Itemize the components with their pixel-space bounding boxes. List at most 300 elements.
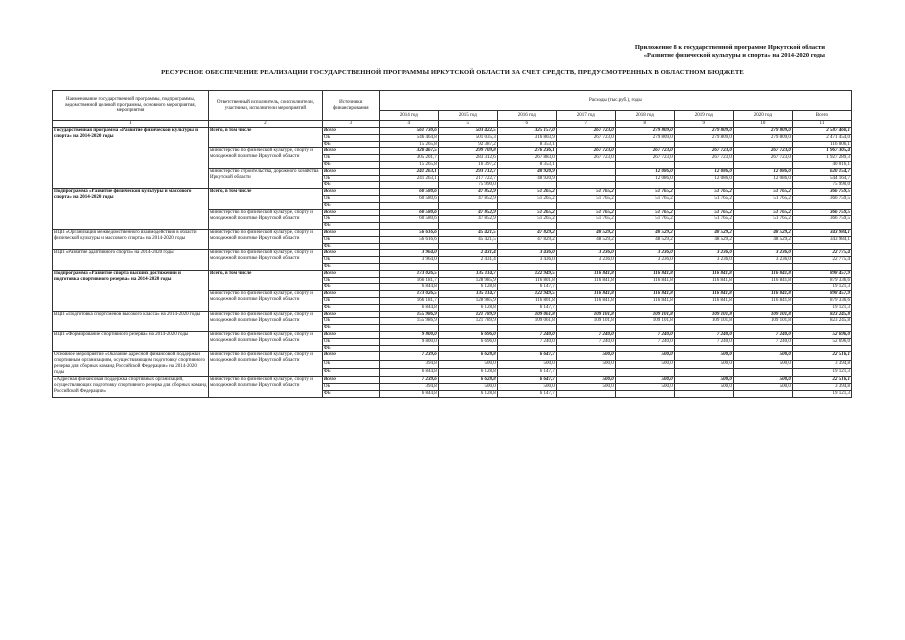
- expense-value: [438, 345, 497, 352]
- expense-value: 546 464,8: [379, 134, 438, 141]
- expense-value: [615, 223, 674, 230]
- expense-value: [733, 390, 792, 397]
- expense-value: 19 121,3: [792, 304, 851, 311]
- expense-value: 3 436,0: [497, 257, 556, 264]
- expense-value: 500,0: [674, 377, 733, 384]
- expense-value: 16 397,2: [438, 161, 497, 168]
- expense-value: 155 986,9: [379, 318, 438, 325]
- expense-value: 544 164,7: [792, 175, 851, 182]
- responsible-executor: Всего, в том числе: [208, 128, 322, 148]
- funding-source: ОБ: [322, 155, 379, 162]
- expense-value: 276 236,1: [497, 148, 556, 155]
- expense-value: 116 841,8: [733, 270, 792, 277]
- expense-value: [438, 263, 497, 270]
- expense-value: 3 394,8: [792, 384, 851, 391]
- expense-value: [792, 223, 851, 230]
- funding-source: Всего: [322, 331, 379, 338]
- expense-value: [674, 284, 733, 291]
- funding-source: ОБ: [322, 257, 379, 264]
- expense-value: 166 181,7: [379, 297, 438, 304]
- expense-value: 109 101,8: [674, 318, 733, 325]
- program-name: ВЦП «Развитие адаптивного спорта» на 2014-2020 годы: [53, 250, 209, 270]
- expense-value: [733, 345, 792, 352]
- expense-value: [556, 223, 615, 230]
- expense-value: 116 841,8: [615, 297, 674, 304]
- expense-value: 122 949,5: [497, 291, 556, 298]
- funding-source: ОБ: [322, 338, 379, 345]
- expense-value: 3 436,0: [497, 250, 556, 257]
- expense-value: 500,0: [733, 352, 792, 360]
- expense-value: 51 765,2: [733, 209, 792, 216]
- expense-value: [556, 304, 615, 311]
- expense-value: [733, 141, 792, 148]
- expense-value: 1 927 289,3: [792, 155, 851, 162]
- expense-value: 343 984,1: [792, 229, 851, 236]
- header-col-number: 8: [615, 121, 674, 128]
- expense-value: 56 616,6: [379, 236, 438, 243]
- expense-value: 51 765,2: [674, 189, 733, 196]
- expense-value: 8 353,1: [497, 141, 556, 148]
- expense-value: 267 723,0: [733, 155, 792, 162]
- expense-value: 500,0: [497, 384, 556, 391]
- expense-value: [438, 223, 497, 230]
- expense-value: 56 616,6: [379, 229, 438, 236]
- expense-value: [733, 182, 792, 189]
- header-year: 2020 год: [733, 111, 792, 121]
- expense-value: 51 765,2: [674, 195, 733, 202]
- responsible-executor: министерство по физической культуре, спорту и молодежной политике Иркутской области: [208, 291, 322, 311]
- expense-value: 7 240,0: [497, 331, 556, 338]
- expense-value: 6 696,0: [438, 331, 497, 338]
- expense-value: 500,0: [615, 352, 674, 360]
- expense-value: 9 800,0: [379, 338, 438, 345]
- expense-value: 500,0: [615, 377, 674, 384]
- expense-value: 116 841,8: [615, 291, 674, 298]
- expense-value: 116 841,8: [556, 291, 615, 298]
- expense-value: 823 245,8: [792, 318, 851, 325]
- header-col-number: 11: [792, 121, 851, 128]
- appendix-line-2: «Развитие физической культуры и спорта» на 2014-2020 годы: [643, 52, 825, 59]
- expense-value: 48 920,9: [497, 168, 556, 175]
- header-year: 2016 год: [497, 111, 556, 121]
- expense-value: 51 765,2: [556, 216, 615, 223]
- expense-value: 898 457,9: [792, 270, 851, 277]
- expense-value: 6 147,7: [497, 304, 556, 311]
- expense-value: [615, 161, 674, 168]
- expense-value: 135 114,7: [438, 291, 497, 298]
- expense-value: 217 722,7: [438, 175, 497, 182]
- expense-value: 48 920,9: [497, 175, 556, 182]
- expense-value: 116 841,8: [674, 277, 733, 284]
- expense-value: 121 789,9: [438, 318, 497, 325]
- expense-value: 3 236,0: [615, 250, 674, 257]
- expense-value: 116 841,8: [615, 277, 674, 284]
- expense-value: [556, 390, 615, 397]
- funding-source: Всего: [322, 250, 379, 257]
- expense-value: 500,0: [615, 360, 674, 368]
- expense-value: 500,0: [674, 384, 733, 391]
- expense-value: 2 471 454,0: [792, 134, 851, 141]
- expense-value: 241 263,1: [379, 168, 438, 175]
- table-row: [53, 189, 852, 196]
- expense-value: 109 101,8: [556, 318, 615, 325]
- expense-value: 279 809,0: [674, 134, 733, 141]
- expense-value: [615, 390, 674, 397]
- expense-value: 116 841,8: [615, 270, 674, 277]
- expense-value: 51 765,2: [674, 209, 733, 216]
- expense-value: [497, 182, 556, 189]
- expense-value: 60 580,6: [379, 209, 438, 216]
- expense-value: 51 265,2: [497, 209, 556, 216]
- expense-value: 116 841,8: [556, 270, 615, 277]
- expense-value: 60 580,6: [379, 189, 438, 196]
- expense-value: 500,0: [733, 384, 792, 391]
- header-year: Всего: [792, 111, 851, 121]
- expense-value: 343 984,1: [792, 236, 851, 243]
- expense-value: [615, 263, 674, 270]
- expense-value: 8 353,1: [497, 161, 556, 168]
- expense-value: 116 006,1: [792, 141, 851, 148]
- expense-value: 6 128,8: [438, 284, 497, 291]
- expense-value: 51 765,2: [556, 189, 615, 196]
- expense-value: 51 765,2: [733, 189, 792, 196]
- expense-value: 7 239,6: [379, 352, 438, 360]
- table-row: [53, 352, 852, 360]
- funding-source: ОБ: [322, 297, 379, 304]
- expense-value: 48 529,2: [674, 236, 733, 243]
- expense-value: 51 765,2: [674, 216, 733, 223]
- funding-source: ОБ: [322, 360, 379, 368]
- expense-value: [792, 202, 851, 209]
- funding-source: ОБ: [322, 195, 379, 202]
- expense-value: [615, 368, 674, 376]
- expense-value: 109 101,8: [674, 311, 733, 318]
- expense-value: [438, 202, 497, 209]
- expense-value: [497, 325, 556, 332]
- expense-value: 394,8: [379, 360, 438, 368]
- expense-value: 6 844,8: [379, 368, 438, 376]
- expense-value: 116 841,8: [556, 297, 615, 304]
- expense-value: 121 789,9: [438, 311, 497, 318]
- expense-value: 75 990,0: [438, 182, 497, 189]
- expense-value: [615, 284, 674, 291]
- header-responsible: Ответственный исполнитель, соисполнители, участники, исполнители мероприятий: [208, 91, 322, 121]
- expense-value: 12 086,0: [733, 168, 792, 175]
- expense-value: 12 086,0: [733, 175, 792, 182]
- expense-value: 173 026,5: [379, 270, 438, 277]
- page-title: РЕСУРСНОЕ ОБЕСПЕЧЕНИЕ РЕАЛИЗАЦИИ ГОСУДАРСТВЕННОЙ ПРОГРАММЫ ИРКУТСКОЙ ОБЛАСТИ ЗА СЧЕТ СРЕДСТВ, ПРЕДУСМОТРЕННЫХ В ОБЛАСТНОМ БЮДЖЕТЕ: [161, 69, 744, 76]
- expense-value: [674, 390, 733, 397]
- expense-value: 7 240,0: [674, 331, 733, 338]
- expense-value: 12 086,0: [674, 175, 733, 182]
- expense-value: 501 035,3: [438, 134, 497, 141]
- expense-value: [556, 243, 615, 250]
- responsible-executor: министерство по физической культуре, спорту и молодежной политике Иркутской области: [208, 148, 322, 168]
- expense-value: 52 696,0: [792, 331, 851, 338]
- program-name: «Адресная финансовая поддержка спортивных организаций, осуществляющих подготовку спортивного резерва для сборных команд Российской Федерации»: [53, 377, 209, 397]
- expense-value: [733, 263, 792, 270]
- expense-value: 116 841,8: [733, 291, 792, 298]
- expense-value: 48 529,2: [556, 229, 615, 236]
- expense-value: 51 765,2: [615, 189, 674, 196]
- expense-value: [615, 345, 674, 352]
- expense-value: 7 239,6: [379, 377, 438, 384]
- expense-value: 51 765,2: [556, 209, 615, 216]
- header-year: 2014 год: [379, 111, 438, 121]
- program-name: Государственная программа «Развитие физической культуры и спорта» на 2014-2020 годы: [53, 128, 209, 189]
- expense-value: 128 985,9: [438, 297, 497, 304]
- expense-value: 7 240,0: [615, 331, 674, 338]
- expense-value: [556, 182, 615, 189]
- expense-value: [438, 325, 497, 332]
- header-col-number: 2: [208, 121, 322, 128]
- expense-value: 3 236,0: [556, 250, 615, 257]
- funding-source: ФБ: [322, 368, 379, 376]
- expense-value: 3 236,0: [674, 257, 733, 264]
- funding-source: Всего: [322, 270, 379, 277]
- expense-value: [379, 263, 438, 270]
- expense-value: 267 723,0: [674, 148, 733, 155]
- expense-value: 267 723,0: [615, 148, 674, 155]
- expense-value: 51 765,2: [733, 216, 792, 223]
- expense-value: [733, 161, 792, 168]
- header-col-number: 4: [379, 121, 438, 128]
- expense-value: 6 844,8: [379, 390, 438, 397]
- expense-value: 305 201,7: [379, 155, 438, 162]
- expense-value: [379, 182, 438, 189]
- table-row: [53, 377, 852, 384]
- expense-value: 500,0: [438, 384, 497, 391]
- expense-value: 394,8: [379, 384, 438, 391]
- expense-value: [556, 325, 615, 332]
- funding-source: Всего: [322, 168, 379, 175]
- expense-value: 22 516,1: [792, 352, 851, 360]
- funding-source: ФБ: [322, 390, 379, 397]
- expense-value: 47 852,9: [438, 189, 497, 196]
- expense-value: 279 809,0: [615, 134, 674, 141]
- responsible-executor: министерство строительства, дорожного хозяйства Иркутской области: [208, 168, 322, 188]
- expense-value: 500,0: [556, 384, 615, 391]
- expense-value: 116 841,8: [733, 277, 792, 284]
- expense-value: 19 121,3: [792, 284, 851, 291]
- expense-value: 116 841,8: [556, 277, 615, 284]
- expense-value: [497, 345, 556, 352]
- expense-value: 6 128,8: [438, 304, 497, 311]
- expense-value: 366 759,5: [792, 209, 851, 216]
- expense-value: 51 765,2: [615, 216, 674, 223]
- table-row: [53, 270, 852, 277]
- expense-value: 6 147,7: [497, 390, 556, 397]
- expense-value: [733, 368, 792, 376]
- expense-value: [556, 345, 615, 352]
- expense-value: 561 730,6: [379, 128, 438, 135]
- expense-value: 51 265,2: [497, 195, 556, 202]
- header-year: 2018 год: [615, 111, 674, 121]
- expense-value: 52 696,0: [792, 338, 851, 345]
- expense-value: 6 647,7: [497, 352, 556, 360]
- expense-value: 12 086,0: [674, 168, 733, 175]
- expense-value: 15 265,8: [379, 141, 438, 148]
- header-col-number: 6: [497, 121, 556, 128]
- expense-value: 325 157,0: [497, 128, 556, 135]
- expense-value: 6 628,8: [438, 377, 497, 384]
- header-year: 2017 год: [556, 111, 615, 121]
- expense-value: 9 800,0: [379, 331, 438, 338]
- expense-value: [497, 202, 556, 209]
- responsible-executor: министерство по физической культуре, спорту и молодежной политике Иркутской области: [208, 209, 322, 229]
- expense-value: 51 265,2: [497, 189, 556, 196]
- responsible-executor: министерство по физической культуре, спорту и молодежной политике Иркутской области: [208, 229, 322, 249]
- expense-value: 267 723,0: [556, 128, 615, 135]
- expense-value: 116 841,8: [674, 297, 733, 304]
- expense-value: 116 841,8: [674, 291, 733, 298]
- funding-source: ОБ: [322, 175, 379, 182]
- expense-value: 500,0: [497, 360, 556, 368]
- expense-value: 503 422,5: [438, 128, 497, 135]
- responsible-executor: министерство по физической культуре, спорту и молодежной политике Иркутской области: [208, 352, 322, 377]
- funding-source: Всего: [322, 377, 379, 384]
- funding-source: ФБ: [322, 141, 379, 148]
- expense-value: 6 128,8: [438, 368, 497, 376]
- expense-value: 109 101,8: [615, 311, 674, 318]
- expense-value: 500,0: [615, 384, 674, 391]
- expense-value: [497, 243, 556, 250]
- table-row: [53, 128, 852, 135]
- funding-source: Всего: [322, 148, 379, 155]
- expense-value: 166 181,7: [379, 277, 438, 284]
- expense-value: 3 236,0: [556, 257, 615, 264]
- expense-value: [497, 223, 556, 230]
- expense-value: 173 026,5: [379, 291, 438, 298]
- expense-value: 12 086,0: [615, 175, 674, 182]
- expense-value: 22 516,1: [792, 377, 851, 384]
- expense-value: 7 240,0: [615, 338, 674, 345]
- expense-value: [674, 304, 733, 311]
- funding-source: ФБ: [322, 182, 379, 189]
- table-row: [53, 250, 852, 257]
- expense-value: 109 101,8: [615, 318, 674, 325]
- expense-value: 320 467,5: [379, 148, 438, 155]
- expense-value: 75 990,0: [792, 182, 851, 189]
- expense-value: [733, 223, 792, 230]
- expense-value: 267 723,0: [733, 148, 792, 155]
- expense-value: 500,0: [556, 377, 615, 384]
- funding-source: ФБ: [322, 263, 379, 270]
- expense-value: [674, 345, 733, 352]
- header-col-number: 7: [556, 121, 615, 128]
- expense-value: 116 801,8: [497, 297, 556, 304]
- expense-value: 7 240,0: [556, 338, 615, 345]
- funding-source: Всего: [322, 311, 379, 318]
- expense-value: 241 263,1: [379, 175, 438, 182]
- expense-value: 128 985,9: [438, 277, 497, 284]
- expense-value: [674, 325, 733, 332]
- expense-value: 19 121,3: [792, 368, 851, 376]
- expense-value: [556, 263, 615, 270]
- expense-value: 279 809,0: [733, 134, 792, 141]
- expense-value: 3 236,0: [733, 250, 792, 257]
- header-name: Наименование государственной программы, подпрограммы, ведомственной целевой программы, основного мероприятия, мероприятия: [53, 91, 209, 121]
- header-col-number: 1: [53, 121, 209, 128]
- expense-value: 48 529,2: [733, 229, 792, 236]
- responsible-executor: министерство по физической культуре, спорту и молодежной политике Иркутской области: [208, 331, 322, 351]
- funding-source: ФБ: [322, 345, 379, 352]
- expense-value: [792, 243, 851, 250]
- expense-value: 267 723,0: [556, 155, 615, 162]
- expense-value: 48 529,2: [733, 236, 792, 243]
- funding-source: ФБ: [322, 325, 379, 332]
- expense-value: 316 803,9: [497, 134, 556, 141]
- funding-source: ОБ: [322, 236, 379, 243]
- expense-value: 47 829,2: [497, 236, 556, 243]
- expense-value: 45 421,5: [438, 236, 497, 243]
- expense-value: [556, 202, 615, 209]
- expense-value: [674, 161, 733, 168]
- expense-value: 7 240,0: [733, 331, 792, 338]
- expense-value: 283 312,6: [438, 155, 497, 162]
- funding-source: ОБ: [322, 134, 379, 141]
- expense-value: 40 016,1: [792, 161, 851, 168]
- funding-source: ОБ: [322, 318, 379, 325]
- expense-value: [674, 202, 733, 209]
- expense-value: 22 775,4: [792, 250, 851, 257]
- expense-value: 267 723,0: [556, 148, 615, 155]
- expense-value: 3 236,0: [733, 257, 792, 264]
- expense-value: [615, 243, 674, 250]
- expense-value: 7 240,0: [497, 338, 556, 345]
- expense-value: 620 154,7: [792, 168, 851, 175]
- expense-value: 879 336,6: [792, 297, 851, 304]
- expense-value: 6 128,8: [438, 390, 497, 397]
- table-row: [53, 229, 852, 236]
- expense-value: [556, 141, 615, 148]
- responsible-executor: Всего, в том числе: [208, 189, 322, 209]
- expense-value: 2 431,4: [438, 257, 497, 264]
- expense-value: 60 580,6: [379, 216, 438, 223]
- expense-value: 6 147,7: [497, 368, 556, 376]
- funding-source: Всего: [322, 291, 379, 298]
- resource-table: [52, 90, 852, 398]
- header-col-number: 10: [733, 121, 792, 128]
- expense-value: 3 236,0: [674, 250, 733, 257]
- expense-value: 366 759,5: [792, 216, 851, 223]
- expense-value: 45 421,5: [438, 229, 497, 236]
- expense-value: 109 061,8: [497, 318, 556, 325]
- expense-value: 6 696,0: [438, 338, 497, 345]
- expense-value: 500,0: [438, 360, 497, 368]
- header-col-number: 9: [674, 121, 733, 128]
- expense-value: 366 759,5: [792, 195, 851, 202]
- funding-source: ФБ: [322, 161, 379, 168]
- appendix-line-1: Приложение 8 к государственной программе Иркутской области: [634, 44, 825, 51]
- expense-value: 3 236,0: [615, 257, 674, 264]
- expense-value: [792, 325, 851, 332]
- responsible-executor: Всего, в том числе: [208, 270, 322, 290]
- expense-value: 7 240,0: [674, 338, 733, 345]
- expense-value: 6 844,8: [379, 284, 438, 291]
- expense-value: 22 775,4: [792, 257, 851, 264]
- expense-value: [556, 284, 615, 291]
- header-col-number: 3: [322, 121, 379, 128]
- expense-value: [674, 263, 733, 270]
- expense-value: 51 765,2: [556, 195, 615, 202]
- funding-source: ОБ: [322, 216, 379, 223]
- expense-value: 92 387,2: [438, 141, 497, 148]
- header-year: 2019 год: [674, 111, 733, 121]
- expense-value: [615, 182, 674, 189]
- expense-value: [674, 182, 733, 189]
- expense-value: 135 114,7: [438, 270, 497, 277]
